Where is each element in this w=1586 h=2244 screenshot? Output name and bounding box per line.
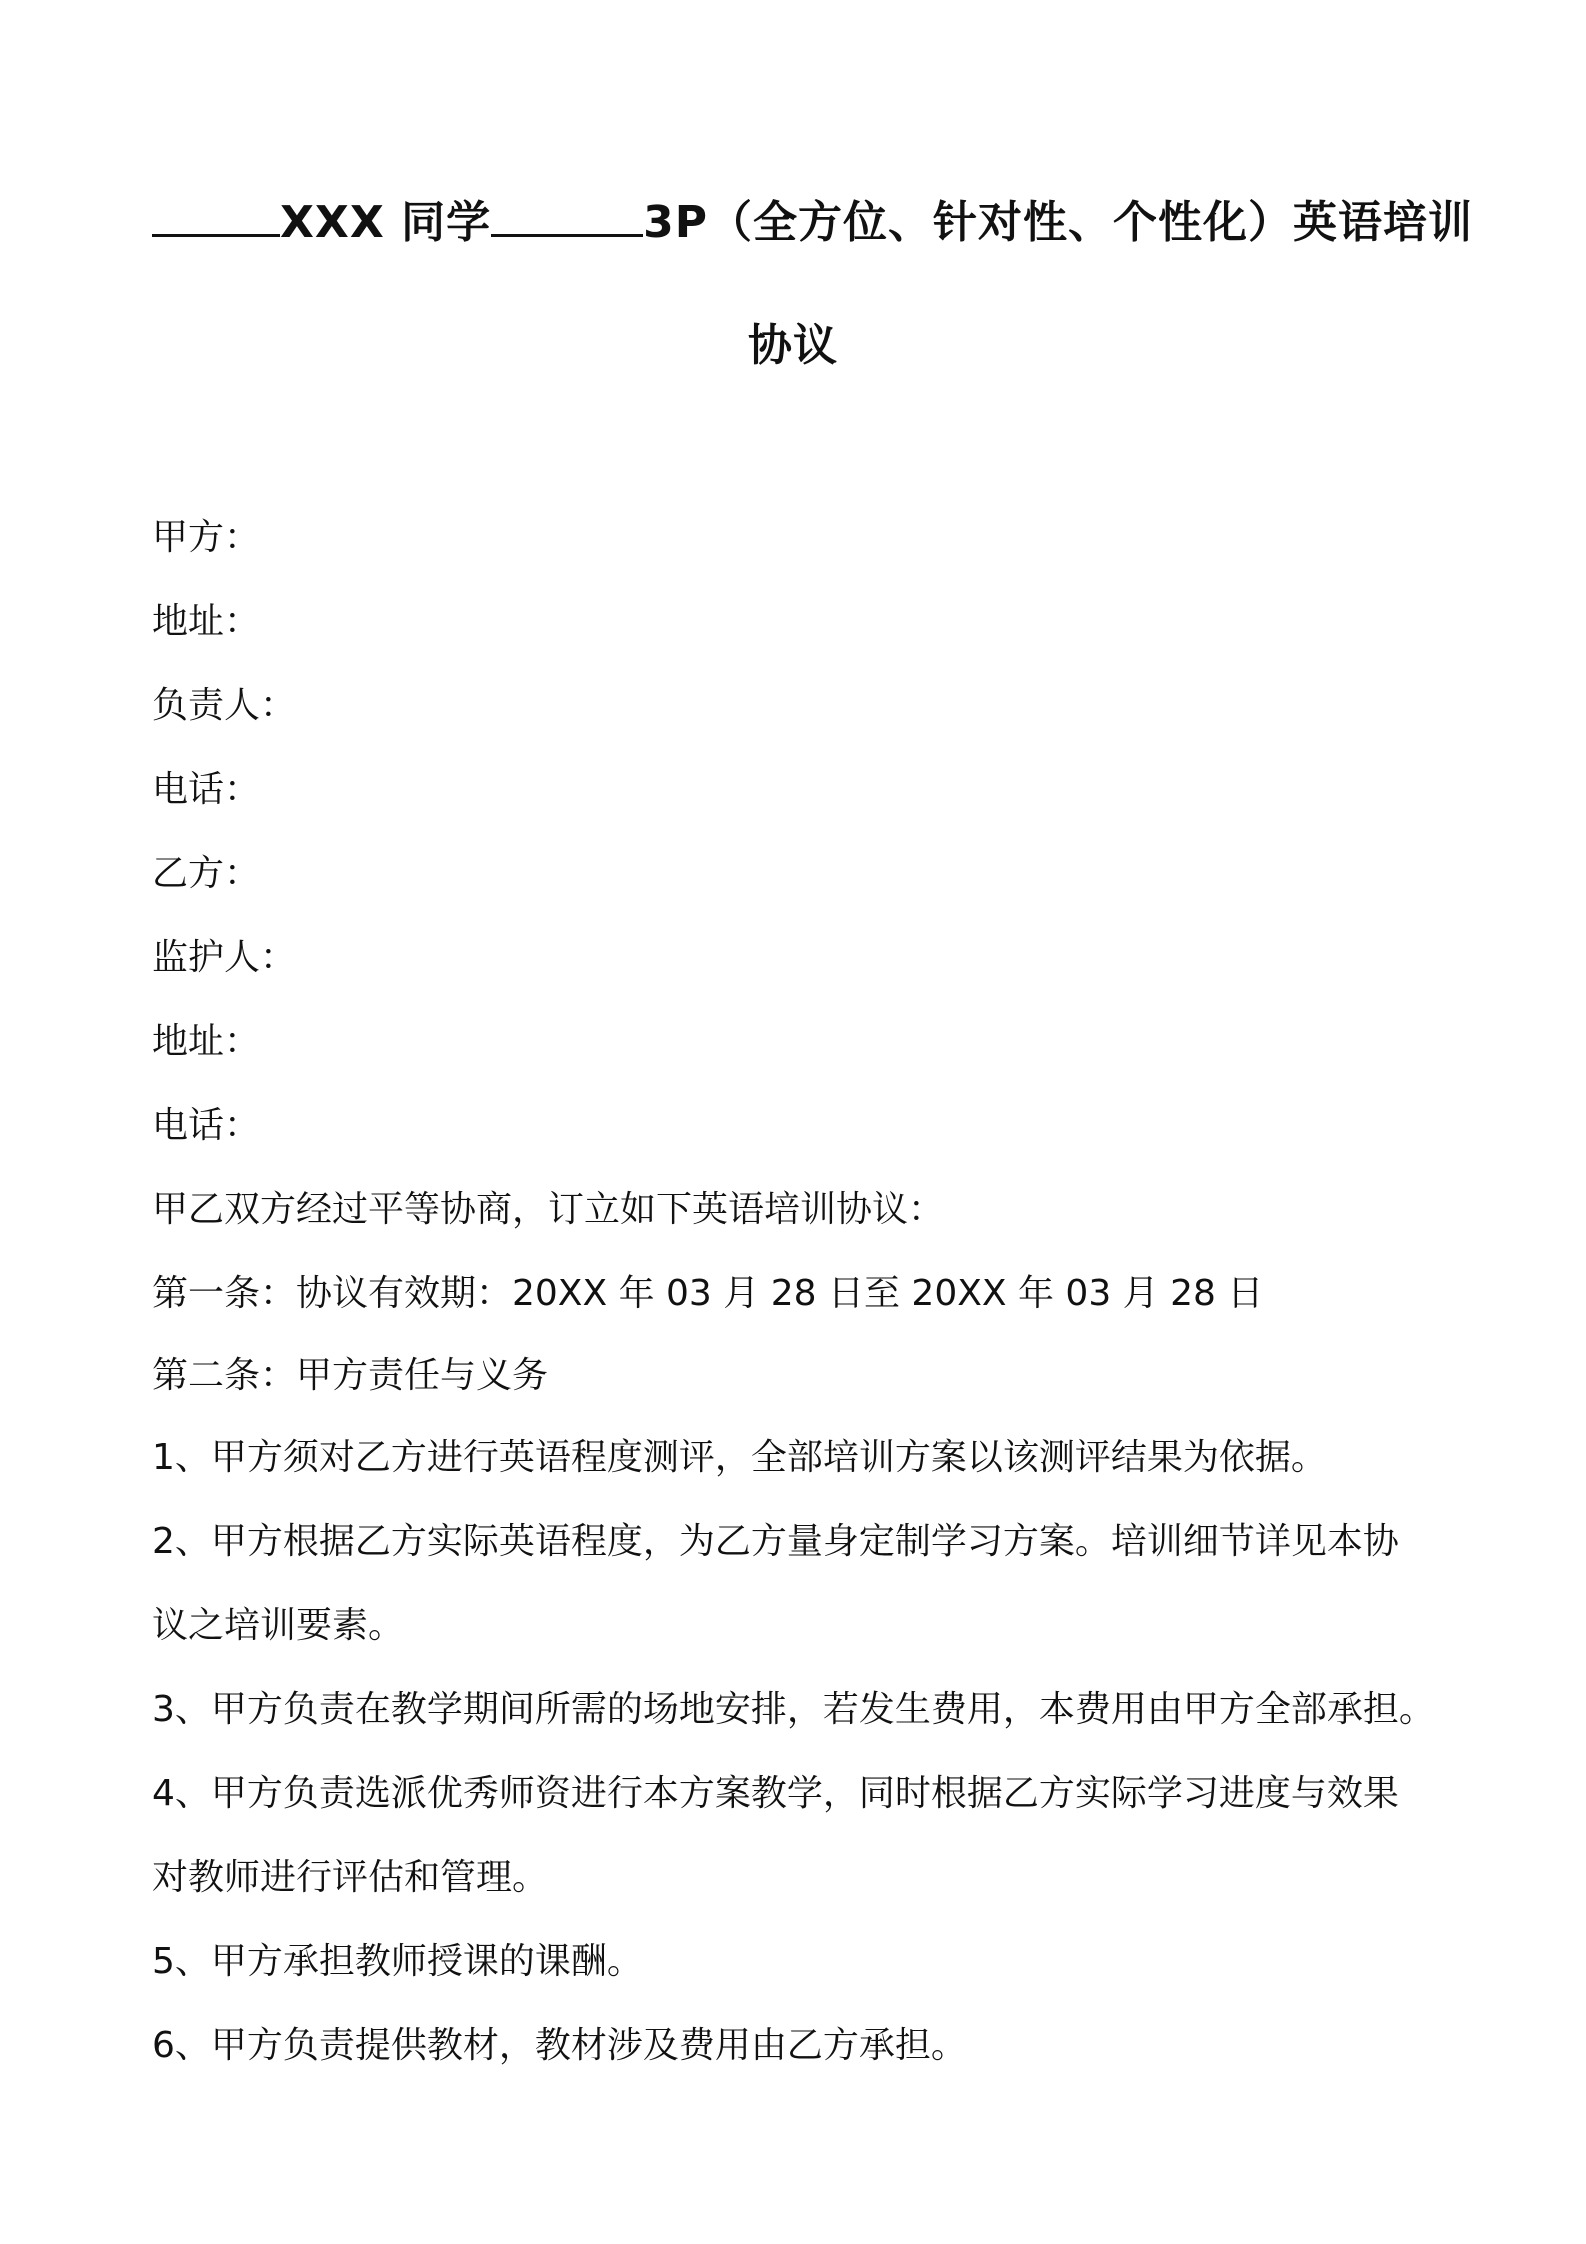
clause-item-1: 1、甲方须对乙方进行英语程度测评，全部培训方案以该测评结果为依据。 — [152, 1437, 1327, 1478]
student-name: XXX — [280, 197, 385, 248]
party-b-guardian-label: 监护人： — [152, 937, 297, 978]
party-b-phone-label: 电话： — [152, 1105, 261, 1146]
article-2-heading: 第二条：甲方责任与义务 — [152, 1355, 549, 1396]
party-a-phone-label: 电话： — [152, 769, 261, 810]
clause-item-3: 3、甲方负责在教学期间所需的场地安排，若发生费用，本费用由甲方全部承担。 — [152, 1689, 1435, 1730]
party-a-address-label: 地址： — [152, 601, 261, 642]
party-b-label: 乙方： — [152, 853, 261, 894]
title-blank-2 — [491, 194, 643, 237]
clause-item-2-line2: 议之培训要素。 — [152, 1605, 405, 1646]
article-1: 第一条：协议有效期：20XX 年 03 月 28 日至 20XX 年 03 月 28 日 — [152, 1273, 1264, 1314]
clause-item-4-line2: 对教师进行评估和管理。 — [152, 1857, 549, 1898]
document-title-line1 — [152, 194, 1473, 251]
clause-item-5: 5、甲方承担教师授课的课酬。 — [152, 1941, 643, 1982]
party-b-address-label: 地址： — [152, 1021, 261, 1062]
program-name: 3P（全方位、针对性、个性化）英语培训 — [643, 197, 1473, 248]
agreement-intro: 甲乙双方经过平等协商，订立如下英语培训协议： — [152, 1189, 945, 1230]
student-suffix: 同学 — [401, 197, 492, 248]
clause-item-6: 6、甲方负责提供教材，教材涉及费用由乙方承担。 — [152, 2025, 967, 2066]
clause-item-2-line1: 2、甲方根据乙方实际英语程度，为乙方量身定制学习方案。培训细节详见本协 — [152, 1521, 1399, 1562]
clause-item-4-line1: 4、甲方负责选派优秀师资进行本方案教学，同时根据乙方实际学习进度与效果 — [152, 1773, 1399, 1814]
document-title-line2: 协议 — [748, 320, 838, 371]
party-a-manager-label: 负责人： — [152, 685, 297, 726]
title-blank-1 — [152, 194, 280, 237]
party-a-label: 甲方： — [152, 517, 261, 558]
